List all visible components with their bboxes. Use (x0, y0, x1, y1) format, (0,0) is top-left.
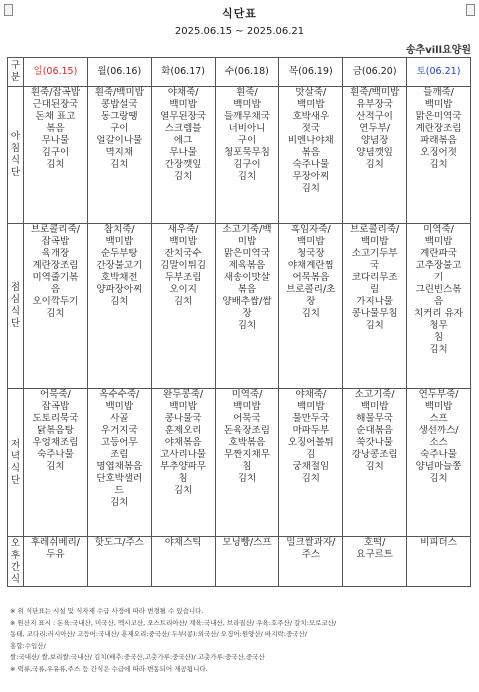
menu-item: 소고기두부 (351, 248, 398, 259)
meal-row-label-char: 후 (10, 549, 21, 561)
menu-item: 야채죽/ (167, 87, 199, 98)
menu-item: 잔치국수 (164, 248, 202, 259)
menu-cell (407, 537, 471, 587)
meal-row-label-char: 식 (10, 155, 21, 166)
meal-row-label-char: 단 (10, 474, 21, 486)
header-day: 토(06.21) (407, 58, 471, 87)
menu-item: 간장깻잎 (164, 159, 202, 170)
menu-item: 백미밥 (297, 99, 325, 110)
menu-item: 양배추쌈/쌈 (222, 296, 272, 307)
menu-item: 오징어볼튀 (287, 437, 334, 448)
menu-item: 오이지 (169, 284, 197, 295)
meal-row-label-char: 간 (10, 561, 21, 573)
menu-item: 김치 (110, 296, 129, 307)
footnote-line: 쌀:국내산/ 쌀,보리쌀:국내산/ 김치(배추:중국산,고춧가루:중국산)/ 고춧가루:중국산,중국산 (10, 653, 265, 661)
menu-item: 소고기죽/ (354, 389, 395, 400)
menu-item: 콩밥설국 (100, 99, 138, 110)
menu-item: 볶음 (237, 284, 257, 295)
menu-item: 침 (178, 473, 188, 484)
menu-item: 코다리무조 (351, 272, 398, 283)
menu-item: 백미밥 (297, 401, 325, 412)
meal-row-label-char: 녁 (10, 450, 21, 462)
menu-item: 스크렘블 (164, 123, 202, 134)
menu-item: 새우죽/ (167, 224, 199, 235)
menu-item: 백미밥 (424, 236, 453, 247)
menu-item: 소스 (429, 437, 448, 448)
footnote-line: ※ 원산지 표시 : 돈육:국내산, 미국산, 멕시코산, 오스트리아산/ 계육:국내산, 브라질산/ 우육:호주산/ 갈치:모로코산/ (10, 618, 337, 627)
menu-item: 흰죽/백미밥 (94, 87, 144, 98)
menu-item: 훈제오리 (164, 425, 202, 436)
menu-item: 들깨무채국 (224, 111, 270, 122)
menu-item: 해물무국 (356, 413, 393, 424)
menu-item: 잡곡밥 (41, 236, 70, 247)
menu-item: 김치 (301, 183, 320, 194)
menu-item: 미역줄기볶 (32, 272, 79, 283)
menu-item: 근대된장국 (32, 99, 79, 110)
menu-item: 호떡/ (363, 537, 386, 548)
menu-item: 김치 (365, 320, 384, 331)
menu-item: 김치 (173, 171, 193, 182)
menu-item: 김구이 (41, 147, 70, 158)
menu-item: 멱지채 (105, 147, 134, 158)
menu-cell (279, 389, 343, 537)
menu-item: 콩나물국 (164, 413, 202, 424)
header-day: 금(06.20) (343, 58, 407, 87)
menu-item: 요구르트 (356, 549, 393, 560)
menu-item: 치커리 유자 (414, 308, 463, 319)
menu-item: 우거지국 (100, 425, 138, 436)
menu-item: 후레쉬베리/ (30, 537, 80, 548)
menu-item: 야채죽/ (295, 389, 327, 400)
menu-item: 핫도그/주스 (94, 537, 144, 548)
menu-cell (24, 224, 88, 389)
menu-item: 맑은미역국 (415, 111, 462, 122)
menu-item: 무장아찌 (292, 171, 330, 182)
menu-item: 김치 (110, 159, 129, 170)
menu-cell (24, 389, 88, 537)
meal-row-label-char: 식 (10, 306, 21, 317)
menu-item: 간장불고기 (96, 260, 143, 271)
menu-item: 어묵볶음 (292, 272, 330, 283)
header-day: 화(06.17) (151, 58, 215, 87)
menu-cell (215, 389, 279, 537)
menu-item: 양파장아찌 (96, 284, 143, 295)
menu-item: 고사리나물 (160, 449, 207, 460)
menu-item: 닭볶음탕 (37, 425, 74, 436)
menu-item: 백미밥 (297, 236, 325, 247)
page-title: 식단표 (222, 7, 257, 20)
header-day: 수(06.18) (215, 58, 279, 87)
menu-item: 무짠지채무 (224, 449, 270, 460)
menu-item: 그린빈스볶 (415, 284, 462, 295)
menu-item: 호박채전 (100, 272, 138, 283)
menu-cell (24, 537, 88, 587)
menu-item: 무나물 (41, 135, 70, 146)
menu-cell (87, 87, 151, 224)
menu-item: 드 (114, 485, 124, 496)
menu-item: 김치 (429, 473, 448, 484)
menu-item: 김치 (237, 171, 257, 182)
menu-item: 부추양파무 (160, 461, 207, 472)
menu-item: 궁채절임 (292, 461, 330, 472)
menu-cell (215, 537, 279, 587)
menu-item: 숙주나물 (37, 449, 74, 460)
menu-item: 김치 (365, 461, 384, 472)
meal-row-label-char: 아 (10, 131, 21, 142)
header-row (8, 58, 471, 87)
menu-cell (407, 87, 471, 224)
menu-cell (407, 389, 471, 537)
menu-item: 연두부죽/ (418, 389, 459, 400)
header-category-label: 구 분 (8, 58, 24, 87)
menu-item: 김치 (301, 473, 320, 484)
menu-item: 야채스틱 (164, 537, 202, 548)
menu-item: 유부장국 (356, 99, 393, 110)
menu-item: 강낭콩조림 (351, 449, 398, 460)
menu-item: 조림 (110, 449, 129, 460)
menu-item: 김치 (301, 308, 320, 319)
menu-item: 김치 (237, 320, 257, 331)
footnote-line: ※ 위 식단표는 시설 및 식자재 수급 사정에 따라 변경될 수 있습니다. (10, 607, 204, 615)
menu-item: 양념마늘쫑 (415, 461, 462, 472)
menu-item: 얼갈이나물 (96, 135, 143, 146)
lunch-row (8, 224, 471, 389)
menu-item: 가지나물 (356, 296, 393, 307)
header-day: 목(06.19) (279, 58, 343, 87)
menu-item: 동그랑땡 (100, 111, 138, 122)
menu-item: 밀크쌀과자/ (286, 537, 336, 548)
menu-cell (87, 537, 151, 587)
menu-item: 단호박샐러 (96, 473, 143, 484)
menu-item: 소고기죽/백 (222, 224, 272, 235)
menu-item: 에그 (173, 135, 193, 146)
menu-item: 생선까스/ (418, 425, 459, 436)
menu-item: 스프 (429, 413, 448, 424)
meal-row-label-char: 단 (10, 318, 21, 329)
menu-cell (343, 537, 407, 587)
menu-cell (151, 537, 215, 587)
menu-item: 구이 (237, 135, 257, 146)
menu-item: 계란장조림 (32, 260, 79, 271)
menu-item: 백미밥 (233, 401, 261, 412)
menu-cell (151, 224, 215, 389)
menu-cell (343, 87, 407, 224)
menu-item: 호박볶음 (228, 437, 266, 448)
menu-item: 백미밥 (424, 99, 453, 110)
menu-item: 고추장불고 (415, 260, 462, 271)
menu-cell (279, 224, 343, 389)
menu-item: 참치죽/ (103, 224, 135, 235)
menu-item: 숙주나물 (292, 159, 330, 170)
menu-item: 김치 (429, 344, 448, 355)
menu-item: 돈육장조림 (224, 425, 270, 436)
menu-item: 흰죽/잡곡밥 (30, 87, 80, 98)
footnote-line: 홍합:수입산/ (10, 641, 46, 650)
menu-item: 젓국 (301, 123, 320, 134)
menu-item: 김치 (173, 296, 193, 307)
meal-row-label-char: 점 (10, 282, 21, 293)
menu-item: 브로콜리/초 (286, 284, 336, 295)
footnotes (10, 606, 472, 675)
meal-row-label-char: 저 (10, 438, 21, 450)
menu-item: 맑은미역국 (224, 248, 270, 259)
menu-item: 오징어젓 (420, 147, 457, 158)
menu-item: 김치 (173, 485, 193, 496)
menu-item: 백미밥 (169, 401, 197, 412)
menu-item: 백미밥 (105, 401, 134, 412)
menu-item: 무나물 (169, 147, 197, 158)
menu-item: 김치 (46, 159, 65, 170)
meal-row-label (8, 87, 24, 224)
menu-item: 구이 (110, 123, 129, 134)
menu-item: 비피더스 (420, 537, 457, 548)
menu-item: 물만두국 (292, 413, 330, 424)
meal-row-label (8, 224, 24, 389)
menu-item: 파래볶음 (420, 135, 457, 146)
meal-table (7, 57, 471, 587)
menu-item: 연두부/ (359, 123, 390, 134)
menu-item: 열무된장국 (160, 111, 207, 122)
menu-item: 돈채 표고 (35, 111, 76, 122)
menu-cell (151, 389, 215, 537)
menu-item: 맛살죽/ (295, 87, 327, 98)
menu-item: 야채볶음 (164, 437, 202, 448)
menu-item: 야채계란찜 (287, 260, 334, 271)
header-day: 월(06.16) (87, 58, 151, 87)
menu-item: 청무 (429, 320, 448, 331)
menu-item: 어묵죽/ (40, 389, 71, 400)
menu-item: 백미밥 (360, 401, 389, 412)
menu-item: 콩나물무침 (351, 308, 398, 319)
menu-cell (279, 87, 343, 224)
menu-cell (24, 87, 88, 224)
menu-item: 침 (433, 332, 444, 343)
menu-item: 볶음 (301, 147, 320, 158)
menu-item: 도토리묵국 (32, 413, 79, 424)
menu-item: 청포묵무침 (224, 147, 270, 158)
menu-item: 볶음 (46, 123, 65, 134)
meal-row-label (8, 537, 24, 587)
menu-item: 김말이튀김 (160, 260, 207, 271)
menu-item: 백미밥 (169, 99, 197, 110)
menu-item: 미역죽/ (231, 389, 263, 400)
menu-cell (87, 389, 151, 537)
menu-item: 새송이맛살 (224, 272, 270, 283)
menu-item: 김치 (46, 308, 65, 319)
meal-row-label-char: 침 (10, 143, 21, 154)
menu-item: 흑임자죽/ (290, 224, 331, 235)
menu-item: 김 (306, 449, 316, 460)
menu-item: 비엔나야채 (287, 135, 334, 146)
menu-item: 쑥갓나물 (356, 437, 393, 448)
breakfast-row (8, 87, 471, 224)
meal-row-label-char: 식 (10, 573, 21, 585)
menu-item: 김치 (237, 473, 257, 484)
menu-item: 장 (242, 308, 252, 319)
menu-cell (407, 224, 471, 389)
menu-item: 국 (370, 260, 380, 271)
menu-item: 계란파국 (420, 248, 457, 259)
menu-item: 제육볶음 (228, 260, 266, 271)
menu-item: 사골 (110, 413, 129, 424)
menu-cell (215, 224, 279, 389)
footnote-line: 동태, 코다리:러시아산/ 고등어:국내산/ 훈제오리:중국산/ 두부(콩):외국산/ 오징어:원양산/ 바지락:중국산/ (10, 630, 307, 638)
menu-item: 음 (433, 296, 444, 307)
menu-item: 백미밥 (105, 236, 134, 247)
menu-item: 두부조림 (164, 272, 202, 283)
menu-item: 모닝빵/스프 (222, 537, 272, 548)
footnote-line: ※ 떡류,국류,우유류,주스 등 간식은 수급에 따라 변동되어 제공됩니다. (10, 664, 208, 673)
meal-row-label-char: 단 (10, 167, 21, 178)
menu-item: 흰죽/백미밥 (350, 87, 400, 98)
menu-item: 너비아니 (228, 123, 266, 134)
menu-item: 침 (242, 461, 252, 472)
date-range: 2025.06.15 ~ 2025.06.21 (174, 26, 305, 37)
menu-item: 산적구이 (356, 111, 393, 122)
menu-item: 옥수수죽/ (99, 389, 140, 400)
menu-item: 장 (306, 296, 316, 307)
meal-row-label-char: 심 (10, 294, 21, 305)
dinner-row (8, 389, 471, 537)
meal-row-label-char: 식 (10, 462, 21, 474)
menu-item: 어묵국 (233, 413, 261, 424)
menu-cell (151, 87, 215, 224)
menu-item: 백미밥 (169, 236, 197, 247)
menu-item: 호박새우 (292, 111, 330, 122)
menu-item: 김치 (46, 461, 65, 472)
menu-item: 기 (433, 272, 444, 283)
menu-item: 김치 (429, 159, 448, 170)
menu-item: 오이깍두기 (32, 296, 79, 307)
menu-cell (87, 224, 151, 389)
menu-item: 청국장 (297, 248, 325, 259)
menu-item: 양념장 (360, 135, 389, 146)
menu-item: 숙주나물 (420, 449, 457, 460)
menu-cell (215, 87, 279, 224)
menu-item: 주스 (301, 549, 320, 560)
header-day: 일(06.15) (24, 58, 88, 87)
menu-item: 계란장조림 (415, 123, 462, 134)
menu-cell (343, 389, 407, 537)
menu-item: 김치 (110, 497, 129, 508)
menu-item: 순두부탕 (100, 248, 138, 259)
menu-item: 미밥 (237, 236, 257, 247)
menu-item: 음 (50, 284, 61, 295)
menu-item: 미역죽/ (423, 224, 454, 235)
menu-item: 완두콩죽/ (163, 389, 204, 400)
meal-row-label-char: 오 (10, 537, 21, 549)
menu-item: 양념깻잎 (356, 147, 393, 158)
menu-cell (343, 224, 407, 389)
menu-item: 백미밥 (233, 99, 261, 110)
menu-item: 김치 (365, 159, 384, 170)
menu-item: 브로콜리죽/ (350, 224, 400, 235)
menu-item: 림 (370, 284, 380, 295)
menu-cell (279, 537, 343, 587)
menu-item: 들깨죽/ (423, 87, 454, 98)
organization-name: 송추vill요양원 (405, 45, 471, 56)
menu-item: 흰죽/ (236, 87, 258, 98)
menu-item: 우엉채조림 (32, 437, 79, 448)
menu-item: 두유 (46, 549, 65, 560)
meal-row-label (8, 389, 24, 537)
menu-item: 잡곡밥 (41, 401, 70, 412)
menu-item: 마파두부 (292, 425, 330, 436)
menu-item: 고등어무 (100, 437, 138, 448)
menu-item: 육개장 (41, 248, 70, 259)
snack-row (8, 537, 471, 587)
menu-item: 김구이 (233, 159, 261, 170)
menu-item: 백미밥 (424, 401, 453, 412)
menu-item: 백미밥 (360, 236, 389, 247)
menu-item: 명엽채볶음 (96, 461, 143, 472)
menu-item: 브로콜리죽/ (30, 224, 80, 235)
menu-item: 순대볶음 (356, 425, 393, 436)
